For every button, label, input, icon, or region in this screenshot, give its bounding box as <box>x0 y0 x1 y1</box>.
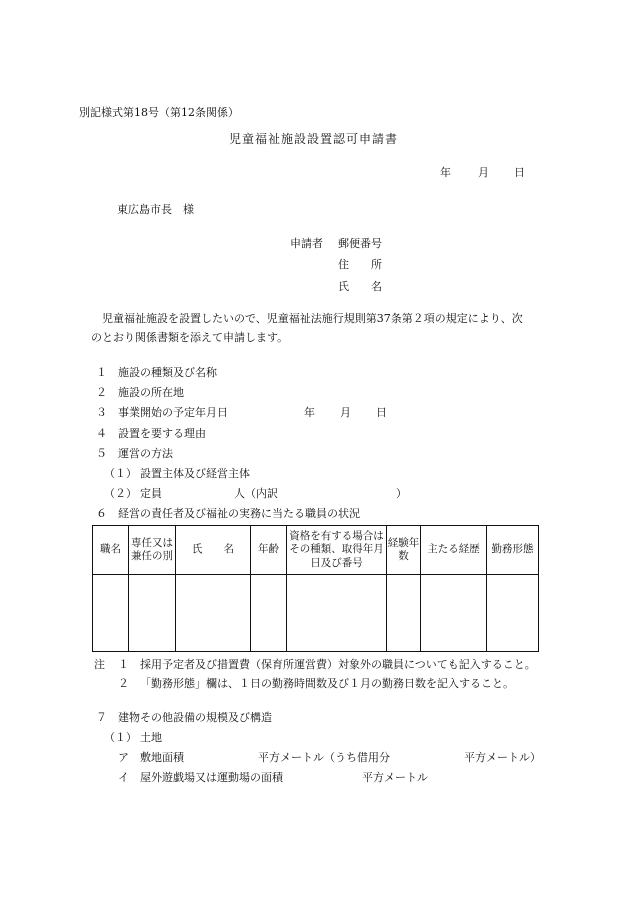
date-year-label: 年 <box>440 166 451 179</box>
cell-age[interactable] <box>251 575 287 652</box>
date-month-label: 月 <box>478 166 489 179</box>
item-5-2-number: （２） <box>104 487 137 500</box>
header-career: 主たる経歴 <box>421 526 487 575</box>
item-7-1-number: （１） <box>104 731 137 744</box>
form-number: 別記様式第18号（第12条関係） <box>79 106 239 119</box>
item-4-number: ４ <box>96 427 107 440</box>
item-3-month: 月 <box>340 406 351 419</box>
item-7-a-unit-2: 平方メートル） <box>464 751 541 764</box>
note-2-number: ２ <box>118 677 129 690</box>
header-age: 年齢 <box>251 526 287 575</box>
intro-line-1: 児童福祉施設を設置したいので、児童福祉法施行規則第37条第２項の規定により、次 <box>102 312 523 325</box>
postal-code-label: 郵便番号 <box>338 237 382 250</box>
notes-label: 注 <box>94 658 105 671</box>
cell-fulltime[interactable] <box>129 575 176 652</box>
item-3-year: 年 <box>304 406 315 419</box>
staff-table <box>92 525 539 652</box>
item-6-text: 経営の責任者及び福祉の実務に当たる職員の状況 <box>118 507 360 520</box>
cell-work[interactable] <box>487 575 539 652</box>
cell-career[interactable] <box>421 575 487 652</box>
cell-name[interactable] <box>176 575 251 652</box>
item-5-1-text: 設置主体及び経営主体 <box>140 467 250 480</box>
item-7-number: ７ <box>96 711 107 724</box>
table-row <box>93 575 539 652</box>
header-qualification: 資格を有する場合はその種類、取得年月日及び番号 <box>287 526 387 575</box>
document-title: 児童福祉施設設置認可申請書 <box>229 132 399 146</box>
item-6-number: ６ <box>96 507 107 520</box>
intro-line-2: のとおり関係書類を添えて申請します。 <box>91 331 289 344</box>
cell-post[interactable] <box>93 575 129 652</box>
item-7-a-unit-1: 平方メートル（うち借用分 <box>258 751 390 764</box>
item-5-1-number: （１） <box>104 467 137 480</box>
date-day-label: 日 <box>514 166 525 179</box>
item-5-2-text: 定員 <box>140 487 162 500</box>
table-header-row <box>93 526 539 575</box>
item-5-2-unit: 人（内訳 <box>234 487 278 500</box>
item-7-a-kana: ア <box>118 751 129 764</box>
addressee: 東広島市長 様 <box>117 203 194 216</box>
item-5-2-close: ） <box>396 487 407 500</box>
item-7-text: 建物その他設備の規模及び構造 <box>118 711 272 724</box>
header-fulltime: 専任又は兼任の別 <box>129 526 176 575</box>
header-experience: 経験年数 <box>387 526 421 575</box>
item-1-number: １ <box>96 366 107 379</box>
item-1-text: 施設の種類及び名称 <box>118 366 217 379</box>
item-5-number: ５ <box>96 447 107 460</box>
item-2-number: ２ <box>96 386 107 399</box>
note-1-number: １ <box>118 658 129 671</box>
applicant-label: 申請者 <box>290 237 323 250</box>
note-1-text: 採用予定者及び措置費（保育所運営費）対象外の職員についても記入すること。 <box>140 658 536 671</box>
item-3-day: 日 <box>376 406 387 419</box>
item-2-text: 施設の所在地 <box>118 386 184 399</box>
item-3-text: 事業開始の予定年月日 <box>118 406 228 419</box>
item-4-text: 設置を要する理由 <box>118 427 206 440</box>
address-label: 住 所 <box>338 258 382 271</box>
header-name: 氏 名 <box>176 526 251 575</box>
item-7-b-text: 屋外遊戯場又は運動場の面積 <box>140 771 283 784</box>
item-7-1-text: 土地 <box>140 731 162 744</box>
note-2-text: 「勤務形態」欄は、１日の勤務時間数及び１月の勤務日数を記入すること。 <box>140 677 514 690</box>
item-5-text: 運営の方法 <box>118 447 173 460</box>
cell-qualification[interactable] <box>287 575 387 652</box>
item-7-b-unit: 平方メートル <box>362 771 428 784</box>
header-post: 職名 <box>93 526 129 575</box>
item-7-b-kana: イ <box>118 771 129 784</box>
cell-experience[interactable] <box>387 575 421 652</box>
header-work: 勤務形態 <box>487 526 539 575</box>
item-3-number: ３ <box>96 406 107 419</box>
item-7-a-text: 敷地面積 <box>140 751 184 764</box>
name-label: 氏 名 <box>338 280 382 293</box>
